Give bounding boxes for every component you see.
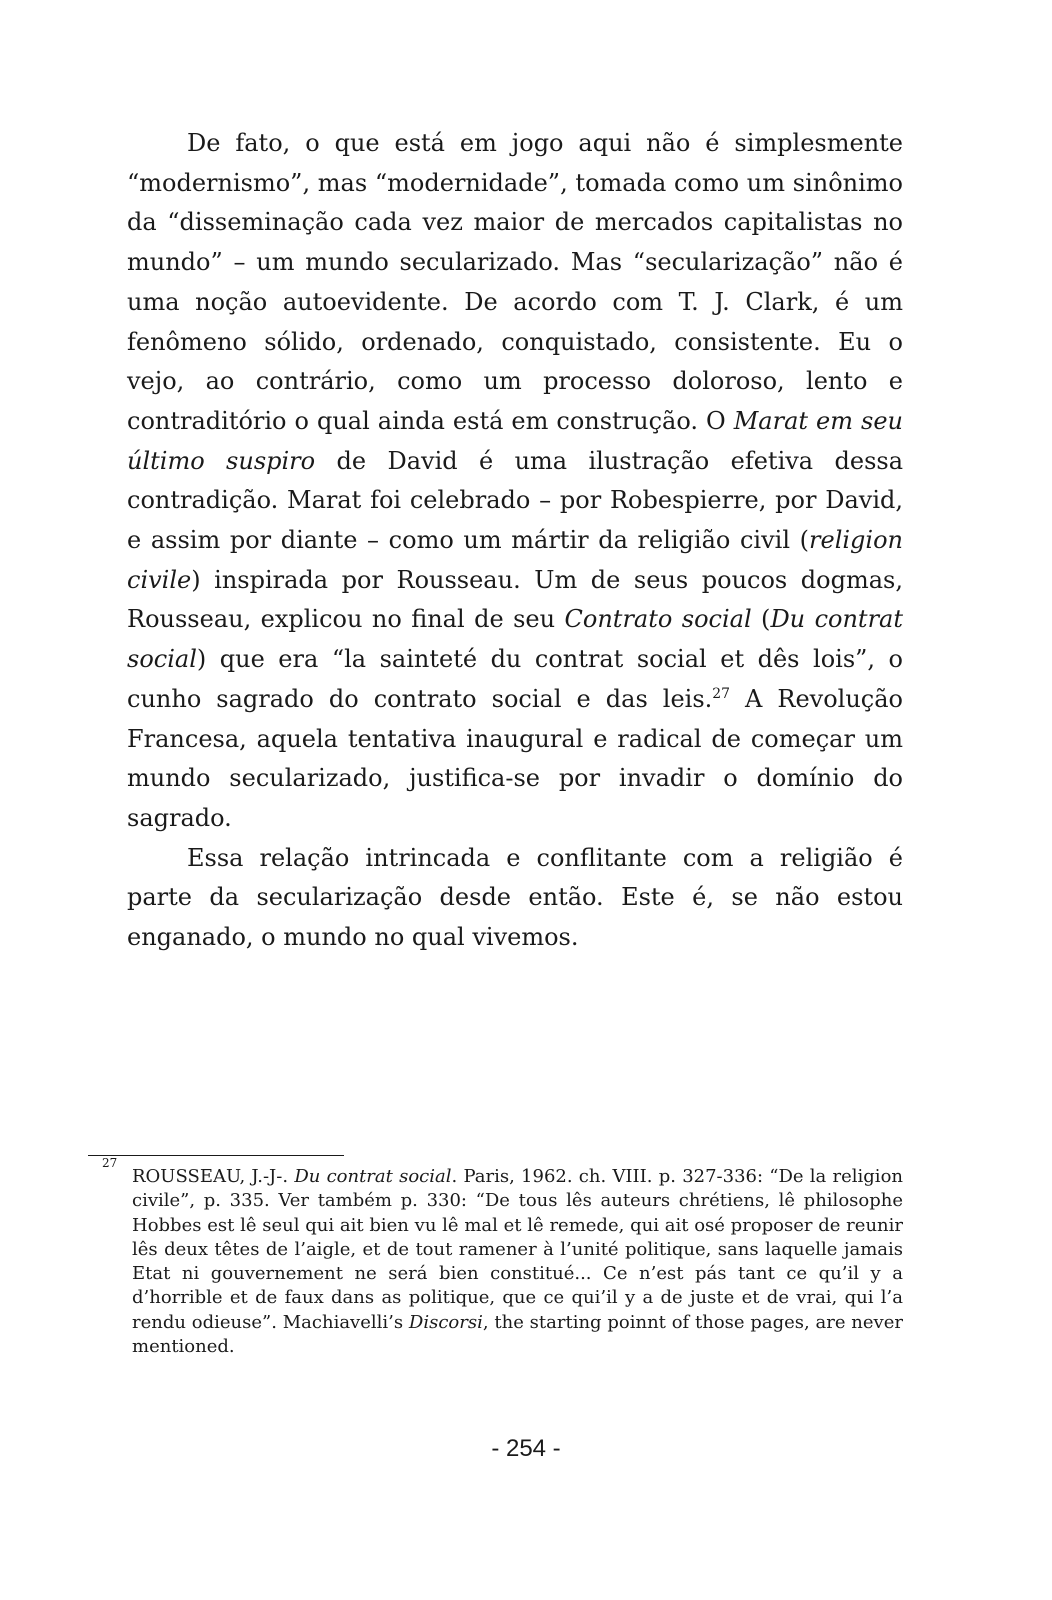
text-run: . Paris, 1962. ch. VIII. p. 327-336: “De la religion civile”, p. 335. Ver também p. 330: “De tous lês auteurs chrétiens, lê philosophe Hobbes est lê seul qui ait bien vu lê mal et lê remede, qui ait osé proposer de reunir lês deux têtes de l’aigle, et de tout ramener à l’unité politique, sans laquelle jamais Etat ni gouvernement ne será bien constitué... Ce n’est pás tant ce qu’il y a d’horrible et de faux dans as politique, que ce qui’il y a de juste et de vrai, qui l’a rendu odieuse”. Machiavelli’s <box>132 1166 903 1333</box>
main-text <box>127 124 903 958</box>
text-run: ROUSSEAU, J.-J-. <box>132 1166 295 1187</box>
paragraph-1 <box>127 124 903 839</box>
footnote-27: 27 ROUSSEAU, J.-J-. Du contrat social. Paris, 1962. ch. VIII. p. 327-336: “De la religion civile”, p. 335. Ver também p. 330: “De tous lês auteurs chrétiens, lê philosophe Hobbes est lê seul qui ait bien vu lê mal et lê remede, qui ait osé proposer de reunir lês deux têtes de l’aigle, et de tout ramener à l’unité politique, sans laquelle jamais Etat ni gouvernement ne será bien constitué... Ce n’est pás tant ce qu’il y a d’horrible et de faux dans as politique, que ce qui’il y a de juste et de vrai, qui l’a rendu odieuse”. Machiavelli’s Discorsi, the starting poinnt of those pages, are never mentioned. <box>102 1156 903 1358</box>
page-number: - 254 - <box>491 1435 561 1462</box>
text-run: ) inspirada por Rousseau. Um de seus poucos dogmas, Rousseau, explicou no final de seu <box>127 565 903 634</box>
italic-title: Du contrat social <box>294 1166 452 1187</box>
italic-title: Marat em seu último suspiro <box>127 406 903 475</box>
footnote-reference[interactable]: 27 <box>712 685 730 702</box>
text-run: de David é uma ilustração efetiva dessa contradição. Marat foi celebrado – por Robespierre, por David, e assim por diante – como um mártir da religião civil ( <box>127 446 904 555</box>
italic-title: Du contrat social <box>127 605 903 674</box>
italic-title: Contrato social <box>564 605 752 634</box>
text-run: A Revolução Francesa, aquela tentativa inaugural e radical de começar um mundo secularizado, justifica-se por invadir o domínio do sagrado. <box>127 684 904 832</box>
paragraph-2: Essa relação intrincada e conflitante com a religião é parte da secularização desde então. Este é, se não estou enganado, o mundo no qual vivemos. <box>127 843 903 952</box>
footnote-divider <box>88 1155 344 1156</box>
text-run: De fato, o que está em jogo aqui não é simplesmente “modernismo”, mas “modernidade”, tomada como um sinônimo da “disseminação cada vez maior de mercados capitalistas no mundo” – um mundo secularizado. Mas “secularização” não é uma noção autoevidente. De acordo com T. J. Clark, é um fenômeno sólido, ordenado, conquistado, consistente. Eu o vejo, ao contrário, como um processo doloroso, lento e contraditório o qual ainda está em construção. O <box>127 129 903 435</box>
text-run: ) que era “la sainteté du contrat social et dês lois”, o cunho sagrado do contrato social e das leis. <box>127 645 903 713</box>
text-run: , the starting poinnt of those pages, are never mentioned. <box>132 1311 903 1358</box>
text-run: ( <box>751 605 771 634</box>
italic-title: Discorsi <box>408 1311 483 1333</box>
italic-term: religion civile <box>127 526 903 594</box>
